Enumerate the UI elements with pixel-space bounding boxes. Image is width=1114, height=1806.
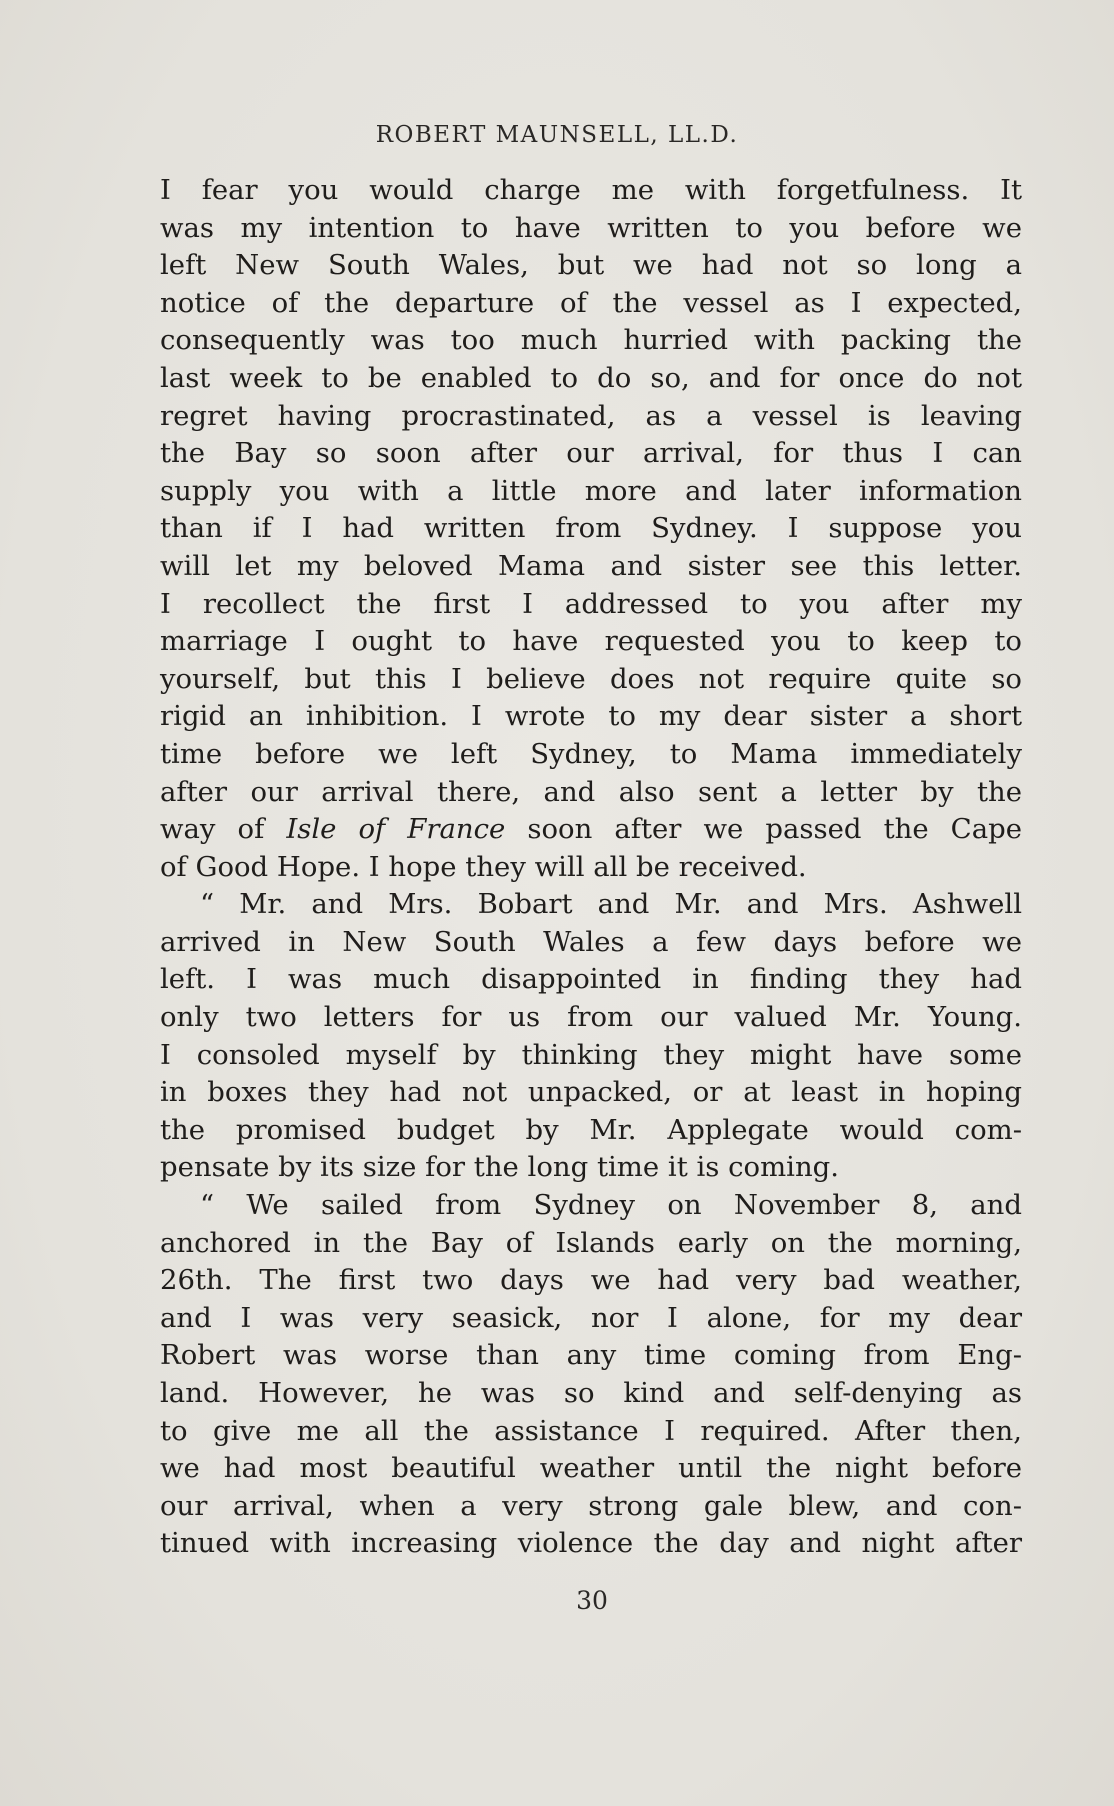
text-line: last week to be enabled to do so, and for once do not	[160, 361, 1022, 394]
text-line: tinued with increasing violence the day and night after	[160, 1527, 1022, 1560]
text-line: only two letters for us from our valued Mr. Young.	[160, 1001, 1022, 1034]
text-line: supply you with a little more and later information	[160, 474, 1022, 507]
text-line: land. However, he was so kind and self-denying as	[160, 1377, 1022, 1409]
text-line: I consoled myself by thinking they might have some	[160, 1038, 1022, 1071]
text-line: than if I had written from Sydney. I suppose you	[160, 512, 1022, 545]
text-line: of Good Hope. I hope they will all be received.	[160, 850, 807, 883]
text-line	[160, 811, 1022, 849]
text-line: after our arrival there, and also sent a letter by the	[160, 775, 1022, 808]
text-line: yourself, but this I believe does not require quite so	[160, 662, 1022, 695]
text-line: consequently was too much hurried with packing the	[160, 324, 1022, 357]
text-run: soon after we passed the Cape	[505, 813, 1022, 846]
text-line: time before we left Sydney, to Mama immediately	[160, 737, 1022, 770]
text-line: the Bay so soon after our arrival, for thus I can	[160, 437, 1022, 470]
text-line: I recollect the first I addressed to you after my	[160, 587, 1022, 620]
text-line: to give me all the assistance I required. After then,	[160, 1414, 1022, 1447]
text-line: will let my beloved Mama and sister see this letter.	[160, 549, 1022, 582]
text-line: in boxes they had not unpacked, or at least in hoping	[160, 1076, 1022, 1109]
text-line: left. I was much disappointed in finding they had	[160, 963, 1022, 996]
page-number: 30	[576, 1586, 608, 1615]
text-line: anchored in the Bay of Islands early on the morning,	[160, 1226, 1022, 1259]
text-line: 26th. The first two days we had very bad weather,	[160, 1264, 1022, 1297]
body-text	[160, 172, 1022, 1563]
text-line: marriage I ought to have requested you to keep to	[160, 625, 1022, 658]
text-run: way of	[160, 813, 287, 846]
text-line: our arrival, when a very strong gale blew, and con-	[160, 1489, 1022, 1522]
text-line: pensate by its size for the long time it is coming.	[160, 1151, 840, 1184]
text-line: arrived in New South Wales a few days before we	[160, 925, 1022, 958]
text-line: was my intention to have written to you before we	[160, 211, 1022, 244]
text-line: regret having procrastinated, as a vessel is leaving	[160, 399, 1022, 432]
text-line: rigid an inhibition. I wrote to my dear sister a short	[160, 700, 1022, 733]
text-line: I fear you would charge me with forgetfulness. It	[160, 174, 1022, 206]
text-line: the promised budget by Mr. Applegate would com-	[160, 1113, 1022, 1146]
running-head: ROBERT MAUNSELL, LL.D.	[375, 122, 739, 148]
text-line: “ We sailed from Sydney on November 8, and	[200, 1189, 1022, 1222]
text-line: left New South Wales, but we had not so long a	[160, 249, 1022, 282]
text-line: “ Mr. and Mrs. Bobart and Mr. and Mrs. Ashwell	[200, 888, 1022, 921]
text-line: notice of the departure of the vessel as I expected,	[160, 286, 1022, 319]
text-line: we had most beautiful weather until the night before	[160, 1452, 1022, 1485]
text-line: and I was very seasick, nor I alone, for my dear	[160, 1301, 1022, 1334]
text-line: Robert was worse than any time coming from Eng-	[160, 1339, 1022, 1372]
italic-place-name: Isle of France	[286, 813, 506, 846]
